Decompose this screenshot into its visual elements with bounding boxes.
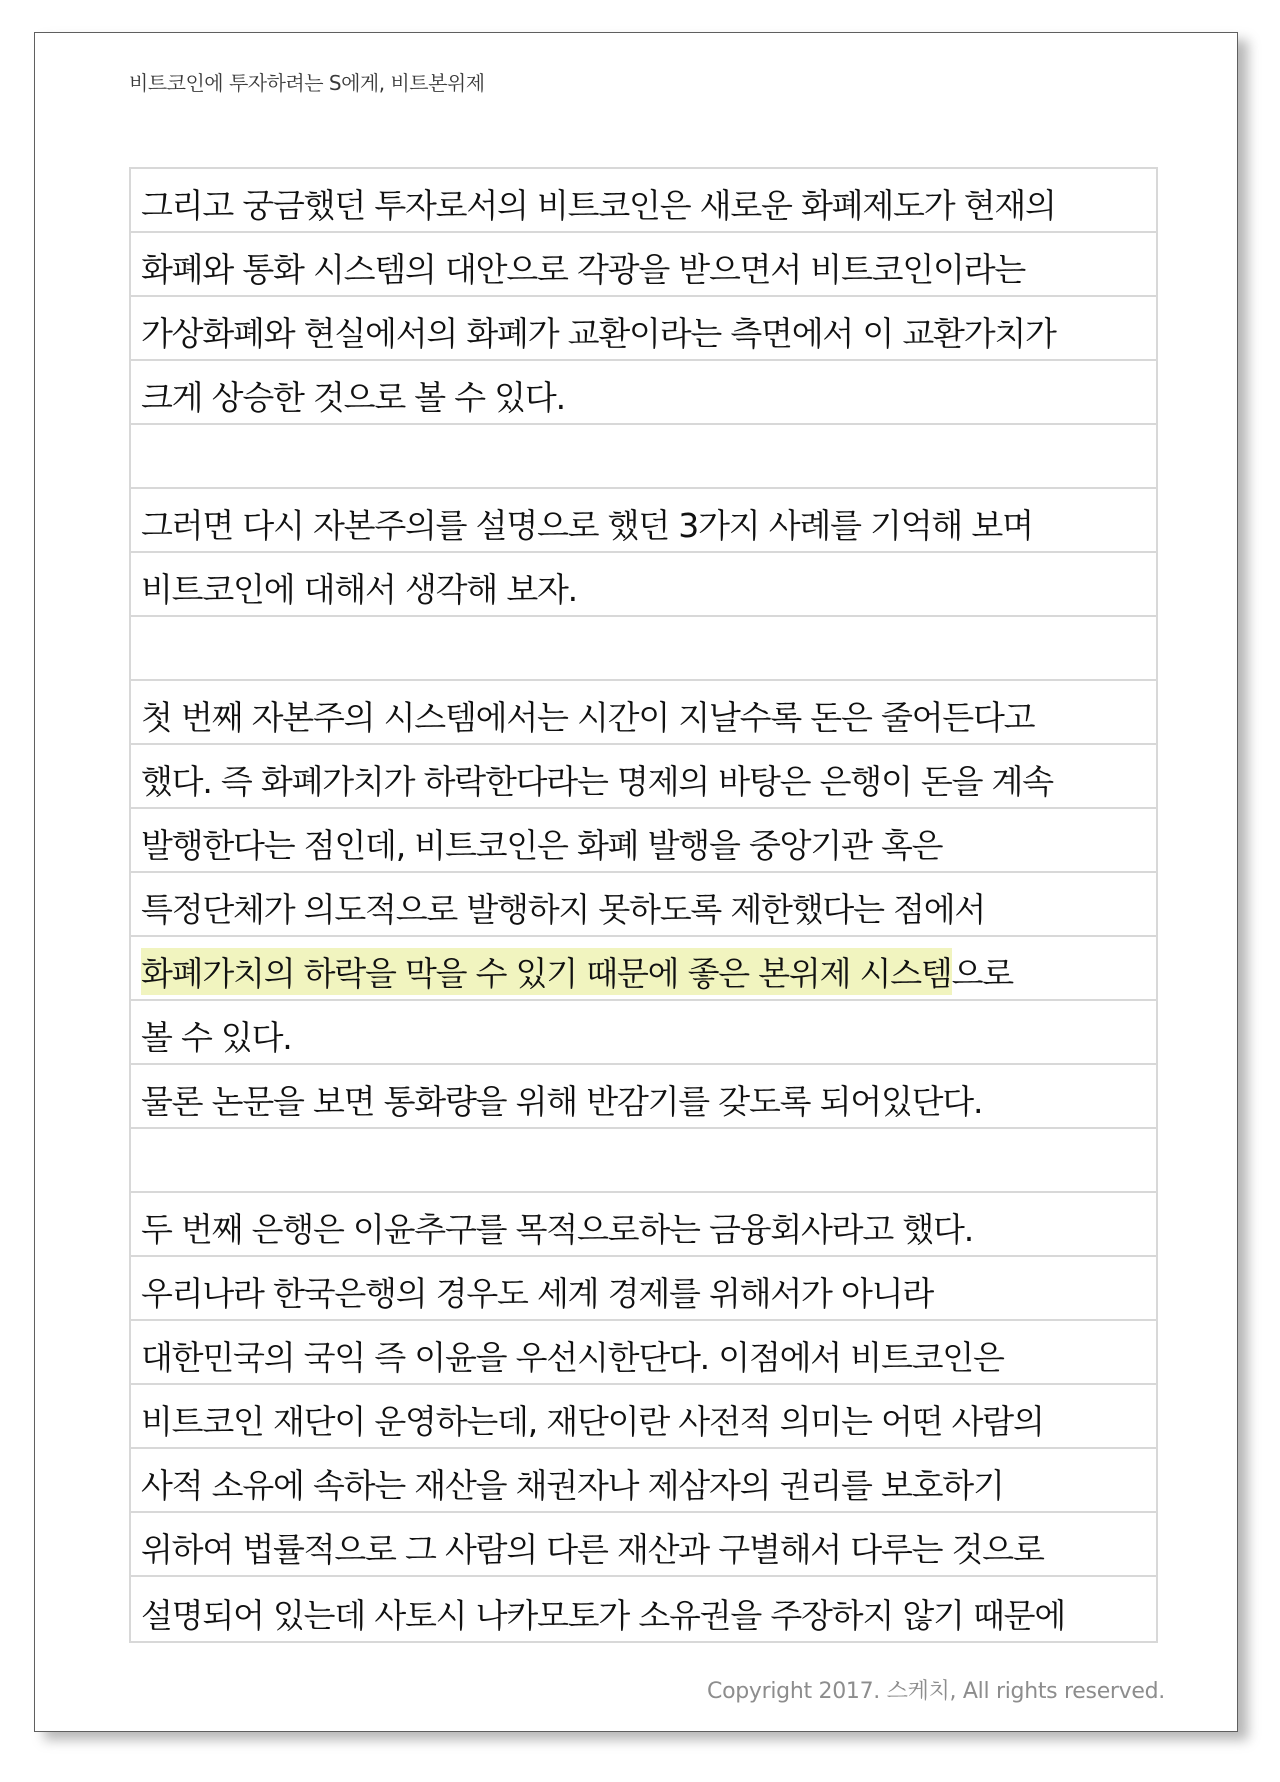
lined-text-body [129,167,1158,1643]
running-header: 비트코인에 투자하려는 S에게, 비트본위제 [129,71,485,95]
copyright-notice: Copyright 2017. 스케치, All rights reserved. [707,1679,1165,1704]
line-text: 발행한다는 점인데, 비트코인은 화폐 발행을 중앙기관 혹은 [141,826,943,865]
line-text: 그러면 다시 자본주의를 설명으로 했던 3가지 사례를 기억해 보며 [141,506,1033,545]
line-text: 크게 상승한 것으로 볼 수 있다. [141,378,565,417]
blank-line [131,1129,1156,1193]
text-line [131,297,1156,361]
text-line [131,937,1156,1001]
line-text: 볼 수 있다. [141,1018,292,1057]
blank-line [131,425,1156,489]
text-line [131,553,1156,617]
line-text: 설명되어 있는데 사토시 나카모토가 소유권을 주장하지 않기 때문에 [141,1596,1066,1635]
line-text: 그리고 궁금했던 투자로서의 비트코인은 새로운 화폐제도가 현재의 [141,186,1056,225]
line-text: 화폐와 통화 시스템의 대안으로 각광을 받으면서 비트코인이라는 [141,250,1026,289]
text-line [131,233,1156,297]
text-line [131,1449,1156,1513]
text-line [131,361,1156,425]
text-line [131,1385,1156,1449]
line-text: 비트코인 재단이 운영하는데, 재단이란 사전적 의미는 어떤 사람의 [141,1402,1044,1441]
line-text: 했다. 즉 화폐가치가 하락한다라는 명제의 바탕은 은행이 돈을 계속 [141,762,1053,801]
line-text: 으로 [951,954,1013,993]
text-line [131,1321,1156,1385]
line-text: 가상화폐와 현실에서의 화폐가 교환이라는 측면에서 이 교환가치가 [141,314,1056,353]
text-line [131,681,1156,745]
text-line [131,1513,1156,1577]
text-line [131,1577,1156,1641]
line-text: 특정단체가 의도적으로 발행하지 못하도록 제한했다는 점에서 [141,890,986,929]
line-text: 우리나라 한국은행의 경우도 세계 경제를 위해서가 아니라 [141,1274,934,1313]
line-text: 두 번째 은행은 이윤추구를 목적으로하는 금융회사라고 했다. [141,1210,973,1249]
line-text: 대한민국의 국익 즉 이윤을 우선시한단다. 이점에서 비트코인은 [141,1338,1004,1377]
highlighted-text: 화폐가치의 하락을 막을 수 있기 때문에 좋은 본위제 시스템 [141,948,952,995]
text-line [131,1001,1156,1065]
line-text: 사적 소유에 속하는 재산을 채권자나 제삼자의 권리를 보호하기 [141,1466,1004,1505]
line-text: 비트코인에 대해서 생각해 보자. [141,570,577,609]
line-text: 물론 논문을 보면 통화량을 위해 반감기를 갖도록 되어있단다. [141,1082,983,1121]
text-line [131,873,1156,937]
text-line [131,1065,1156,1129]
text-line [131,809,1156,873]
text-line [131,489,1156,553]
text-line [131,745,1156,809]
text-line [131,169,1156,233]
text-line [131,1193,1156,1257]
document-page [34,32,1238,1732]
line-text: 첫 번째 자본주의 시스템에서는 시간이 지날수록 돈은 줄어든다고 [141,698,1035,737]
blank-line [131,617,1156,681]
text-line [131,1257,1156,1321]
line-text: 위하여 법률적으로 그 사람의 다른 재산과 구별해서 다루는 것으로 [141,1530,1044,1569]
